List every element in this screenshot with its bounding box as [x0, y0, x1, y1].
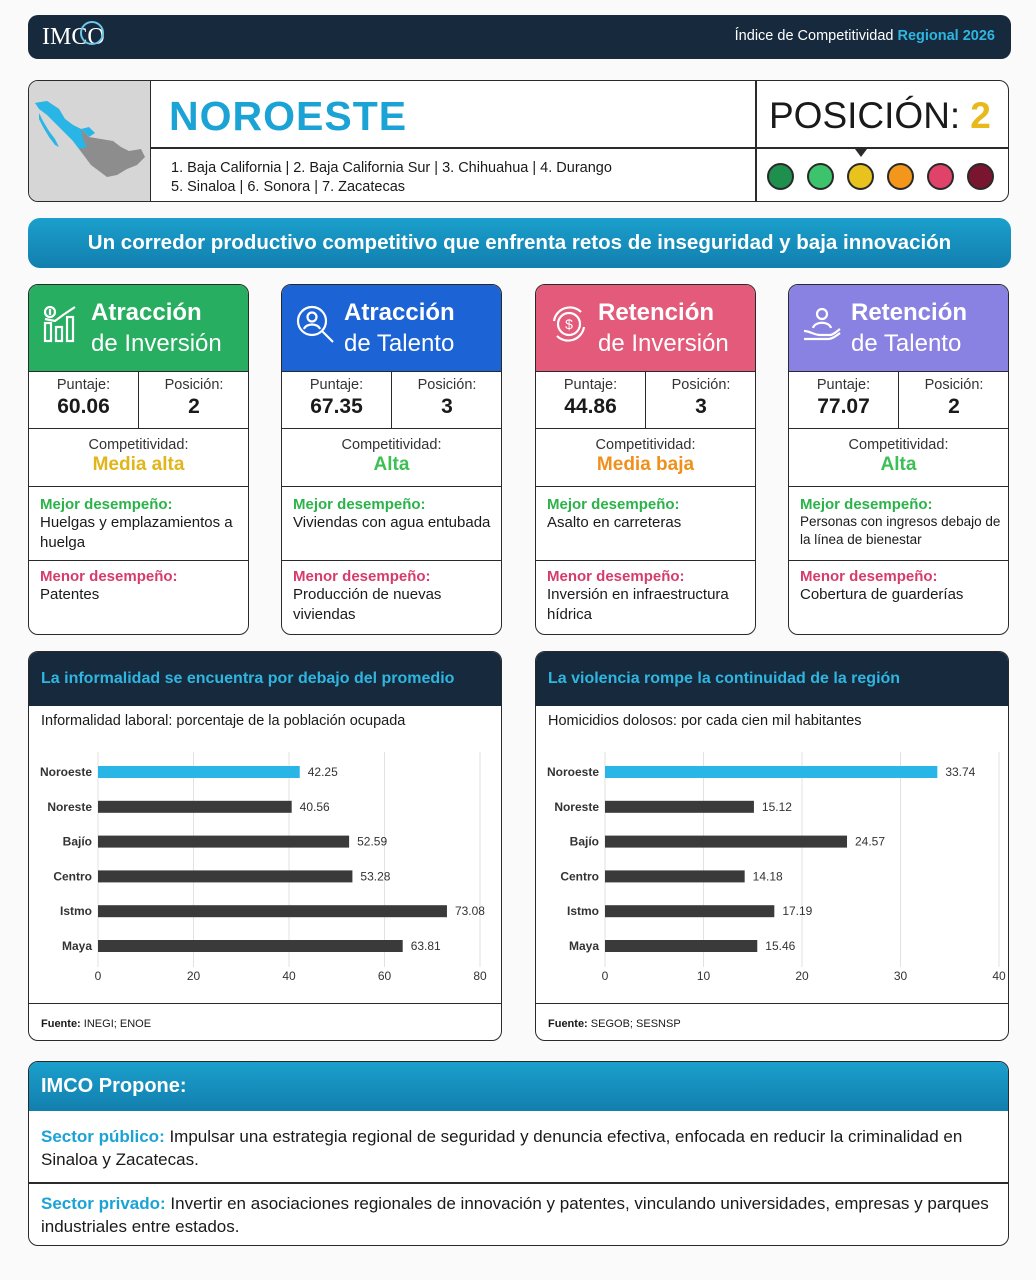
- value-label: 17.19: [782, 904, 813, 919]
- x-tick-label: 20: [186, 969, 201, 983]
- score-cell: [536, 372, 646, 428]
- position-cell: [392, 372, 502, 428]
- category-label: Istmo: [566, 904, 599, 919]
- competitiveness-cell: [536, 429, 755, 487]
- best-performance: [536, 487, 755, 561]
- source-label: Fuente:: [41, 1018, 81, 1030]
- value-label: 24.57: [855, 834, 886, 849]
- report-title-prefix: Índice de Competitividad: [734, 28, 898, 44]
- card-position-value: 3: [441, 395, 453, 418]
- bar: [605, 836, 847, 848]
- x-tick-label: 60: [377, 969, 392, 983]
- bar: [605, 801, 754, 813]
- score-value: 67.35: [310, 395, 363, 418]
- bar: [98, 870, 352, 882]
- card-title-main: Retención: [598, 299, 715, 326]
- category-label: Maya: [61, 939, 92, 953]
- worst-performance-label: Menor desempeño:: [293, 568, 431, 585]
- chart-title: La violencia rompe la continuidad de la región: [536, 652, 1008, 706]
- chart-source: [29, 1003, 501, 1041]
- score-row: [789, 371, 1008, 429]
- bar: [98, 905, 447, 917]
- private-sector-label: Sector privado:: [41, 1194, 166, 1213]
- card-atracción-1: [281, 284, 502, 635]
- card-position-value: 2: [188, 395, 200, 418]
- value-label: 15.46: [765, 939, 796, 953]
- score-cell: [282, 372, 392, 428]
- category-label: Istmo: [59, 904, 92, 919]
- x-tick-label: 20: [795, 969, 809, 983]
- worst-performance-label: Menor desempeño:: [40, 568, 178, 585]
- public-sector-label: Sector público:: [41, 1127, 165, 1146]
- score-value: 60.06: [57, 395, 110, 418]
- card-atracción-0: [28, 284, 249, 635]
- bar: [98, 836, 349, 848]
- x-tick-label: 40: [992, 969, 1006, 983]
- card-title-main: Retención: [851, 299, 968, 326]
- category-label: Noreste: [47, 799, 92, 814]
- value-label: 15.12: [761, 799, 792, 814]
- competitiveness-label: Competitividad:: [341, 437, 442, 453]
- category-label: Bajío: [62, 834, 92, 849]
- best-performance-text: Viviendas con agua entubada: [293, 514, 491, 531]
- best-performance-label: Mejor desempeño:: [547, 496, 680, 513]
- x-tick-label: 40: [282, 969, 296, 983]
- header-divider: [151, 147, 1009, 149]
- card-title-main: Atracción: [91, 299, 202, 326]
- states-line-1: 1. Baja California | 2. Baja California Sur | 3. Chihuahua | 4. Durango: [171, 160, 612, 176]
- score-row: [29, 371, 248, 429]
- best-performance: [789, 487, 1008, 561]
- card-title-sub: de Talento: [344, 330, 455, 357]
- worst-performance-label: Menor desempeño:: [547, 568, 685, 585]
- public-sector-proposal: [29, 1126, 1008, 1171]
- worst-performance: [29, 561, 248, 635]
- hand-person-icon: [801, 303, 843, 345]
- score-cell: [29, 372, 139, 428]
- logo-ring-icon: [80, 21, 104, 45]
- competitiveness-label: Competitividad:: [88, 437, 189, 453]
- score-label: Puntaje:: [816, 377, 871, 393]
- public-sector-text: Impulsar una estrategia regional de seguridad y denuncia efectiva, enfocada en reducir la criminalidad en Sinaloa y Zacatecas.: [41, 1127, 963, 1169]
- competitiveness-label: Competitividad:: [595, 437, 696, 453]
- best-performance: [29, 487, 248, 561]
- best-performance-text: Personas con ingresos debajo de la línea de bienestar: [800, 514, 1001, 547]
- value-label: 73.08: [454, 904, 485, 919]
- source-text: SEGOB; SESNSP: [590, 1018, 681, 1030]
- private-sector-text: Invertir en asociaciones regionales de innovación y patentes, vinculando universidades, empresas y parques industriales entre estados.: [41, 1194, 989, 1236]
- best-performance-text: Huelgas y emplazamientos a huelga: [40, 514, 233, 551]
- value-label: 14.18: [752, 869, 783, 884]
- competitiveness-value: Alta: [880, 454, 917, 475]
- bar: [605, 940, 757, 952]
- value-label: 52.59: [357, 834, 388, 849]
- selected-pointer-icon: [855, 149, 867, 157]
- card-title-sub: de Talento: [851, 330, 962, 357]
- category-label: Centro: [53, 869, 92, 884]
- score-label: Puntaje:: [309, 377, 364, 393]
- card-position-label: Posición:: [924, 377, 984, 393]
- bar-chart: [536, 742, 1008, 1002]
- scale-dot-0: [767, 163, 794, 190]
- card-title: [598, 297, 729, 359]
- category-label: Bajío: [569, 834, 599, 849]
- card-position-label: Posición:: [417, 377, 477, 393]
- mexico-map-icon: [29, 81, 151, 201]
- source-text: INEGI; ENOE: [83, 1018, 152, 1030]
- position-cell: [139, 372, 249, 428]
- score-row: [282, 371, 501, 429]
- x-tick-label: 10: [696, 969, 711, 983]
- scale-dot-4: [927, 163, 954, 190]
- scale-dot-3: [887, 163, 914, 190]
- card-position-label: Posición:: [671, 377, 731, 393]
- top-bar: [28, 15, 1011, 59]
- worst-performance-text: Inversión en infraestructura hídrica: [547, 586, 729, 623]
- competitiveness-label: Competitividad:: [848, 437, 949, 453]
- bar: [605, 905, 774, 917]
- score-label: Puntaje:: [56, 377, 111, 393]
- card-position-value: 3: [695, 395, 707, 418]
- card-title-sub: de Inversión: [91, 330, 222, 357]
- report-title: [735, 28, 995, 44]
- position-label-text: POSICIÓN:: [769, 95, 961, 136]
- card-position-value: 2: [948, 395, 960, 418]
- headline-banner: Un corredor productivo competitivo que enfrenta retos de inseguridad y baja innovación: [28, 218, 1011, 268]
- source-label: Fuente:: [548, 1018, 588, 1030]
- competitiveness-cell: [789, 429, 1008, 487]
- value-label: 42.25: [307, 765, 338, 779]
- x-tick-label: 30: [893, 969, 908, 983]
- chart-panel-0: [28, 651, 502, 1041]
- worst-performance-text: Cobertura de guarderías: [800, 586, 964, 603]
- worst-performance-text: Patentes: [40, 586, 100, 603]
- propone-title: IMCO Propone:: [29, 1062, 1008, 1111]
- card-header: [789, 285, 1008, 371]
- bar-chart-icon: [41, 303, 83, 345]
- card-retención-3: [788, 284, 1009, 635]
- best-performance-label: Mejor desempeño:: [800, 496, 933, 513]
- category-label: Noroeste: [546, 765, 599, 779]
- card-title: [91, 297, 222, 359]
- competitiveness-cell: [282, 429, 501, 487]
- card-header: [536, 285, 755, 371]
- worst-performance-text: Producción de nuevas viviendas: [293, 586, 442, 623]
- bar: [98, 766, 300, 778]
- position-cell: [899, 372, 1009, 428]
- chart-panel-1: [535, 651, 1009, 1041]
- scale-dot-1: [807, 163, 834, 190]
- x-tick-label: 0: [601, 969, 609, 983]
- worst-performance: [536, 561, 755, 635]
- scale-dot-5: [967, 163, 994, 190]
- x-tick-label: 80: [473, 969, 487, 983]
- score-label: Puntaje:: [563, 377, 618, 393]
- imco-logo: IMCO: [42, 24, 105, 50]
- category-label: Centro: [560, 869, 599, 884]
- position-cell: [646, 372, 756, 428]
- score-value: 44.86: [564, 395, 617, 418]
- position-value: 2: [970, 95, 991, 136]
- chart-subtitle: Homicidios dolosos: por cada cien mil habitantes: [548, 713, 862, 729]
- imco-propone: [28, 1061, 1009, 1246]
- card-title: [344, 297, 455, 359]
- region-name: NOROESTE: [169, 93, 408, 139]
- competitiveness-value: Media baja: [596, 454, 695, 475]
- best-performance: [282, 487, 501, 561]
- card-header: [282, 285, 501, 371]
- dollar-cycle-icon: [548, 303, 590, 345]
- propone-divider: [29, 1182, 1008, 1184]
- card-header: [29, 285, 248, 371]
- x-tick-label: 0: [94, 969, 102, 983]
- value-label: 63.81: [410, 939, 441, 953]
- card-retención-2: [535, 284, 756, 635]
- value-label: 33.74: [945, 765, 976, 779]
- bar-chart: [29, 742, 501, 1002]
- scale-dot-2: [847, 163, 874, 190]
- chart-subtitle: Informalidad laboral: porcentaje de la población ocupada: [41, 713, 406, 729]
- category-label: Noreste: [554, 799, 599, 814]
- svg-text:$: $: [565, 316, 573, 332]
- private-sector-proposal: [29, 1193, 1008, 1238]
- bar: [605, 870, 745, 882]
- card-position-label: Posición:: [164, 377, 224, 393]
- bar: [98, 940, 403, 952]
- states-line-2: 5. Sinaloa | 6. Sonora | 7. Zacatecas: [171, 179, 406, 195]
- bar: [605, 766, 937, 778]
- header-divider-vertical: [755, 81, 757, 201]
- card-title-main: Atracción: [344, 299, 455, 326]
- competitiveness-scale: [767, 163, 994, 190]
- chart-title: La informalidad se encuentra por debajo del promedio: [29, 652, 501, 706]
- position-label: [769, 95, 991, 137]
- report-title-accent: Regional 2026: [897, 28, 995, 44]
- worst-performance: [282, 561, 501, 635]
- best-performance-text: Asalto en carreteras: [547, 514, 682, 531]
- worst-performance-label: Menor desempeño:: [800, 568, 938, 585]
- card-title-sub: de Inversión: [598, 330, 729, 357]
- region-header: [28, 80, 1009, 202]
- value-label: 40.56: [299, 799, 330, 814]
- category-label: Noroeste: [39, 765, 92, 779]
- chart-source: [536, 1003, 1008, 1041]
- bar: [98, 801, 292, 813]
- competitiveness-cell: [29, 429, 248, 487]
- competitiveness-value: Media alta: [92, 454, 185, 475]
- best-performance-label: Mejor desempeño:: [293, 496, 426, 513]
- competitiveness-value: Alta: [373, 454, 410, 475]
- states-list: [171, 159, 612, 197]
- talent-search-icon: [294, 303, 336, 345]
- category-label: Maya: [568, 939, 599, 953]
- worst-performance: [789, 561, 1008, 635]
- value-label: 53.28: [360, 869, 391, 884]
- score-cell: [789, 372, 899, 428]
- card-title: [851, 297, 967, 359]
- score-value: 77.07: [817, 395, 870, 418]
- best-performance-label: Mejor desempeño:: [40, 496, 173, 513]
- score-row: [536, 371, 755, 429]
